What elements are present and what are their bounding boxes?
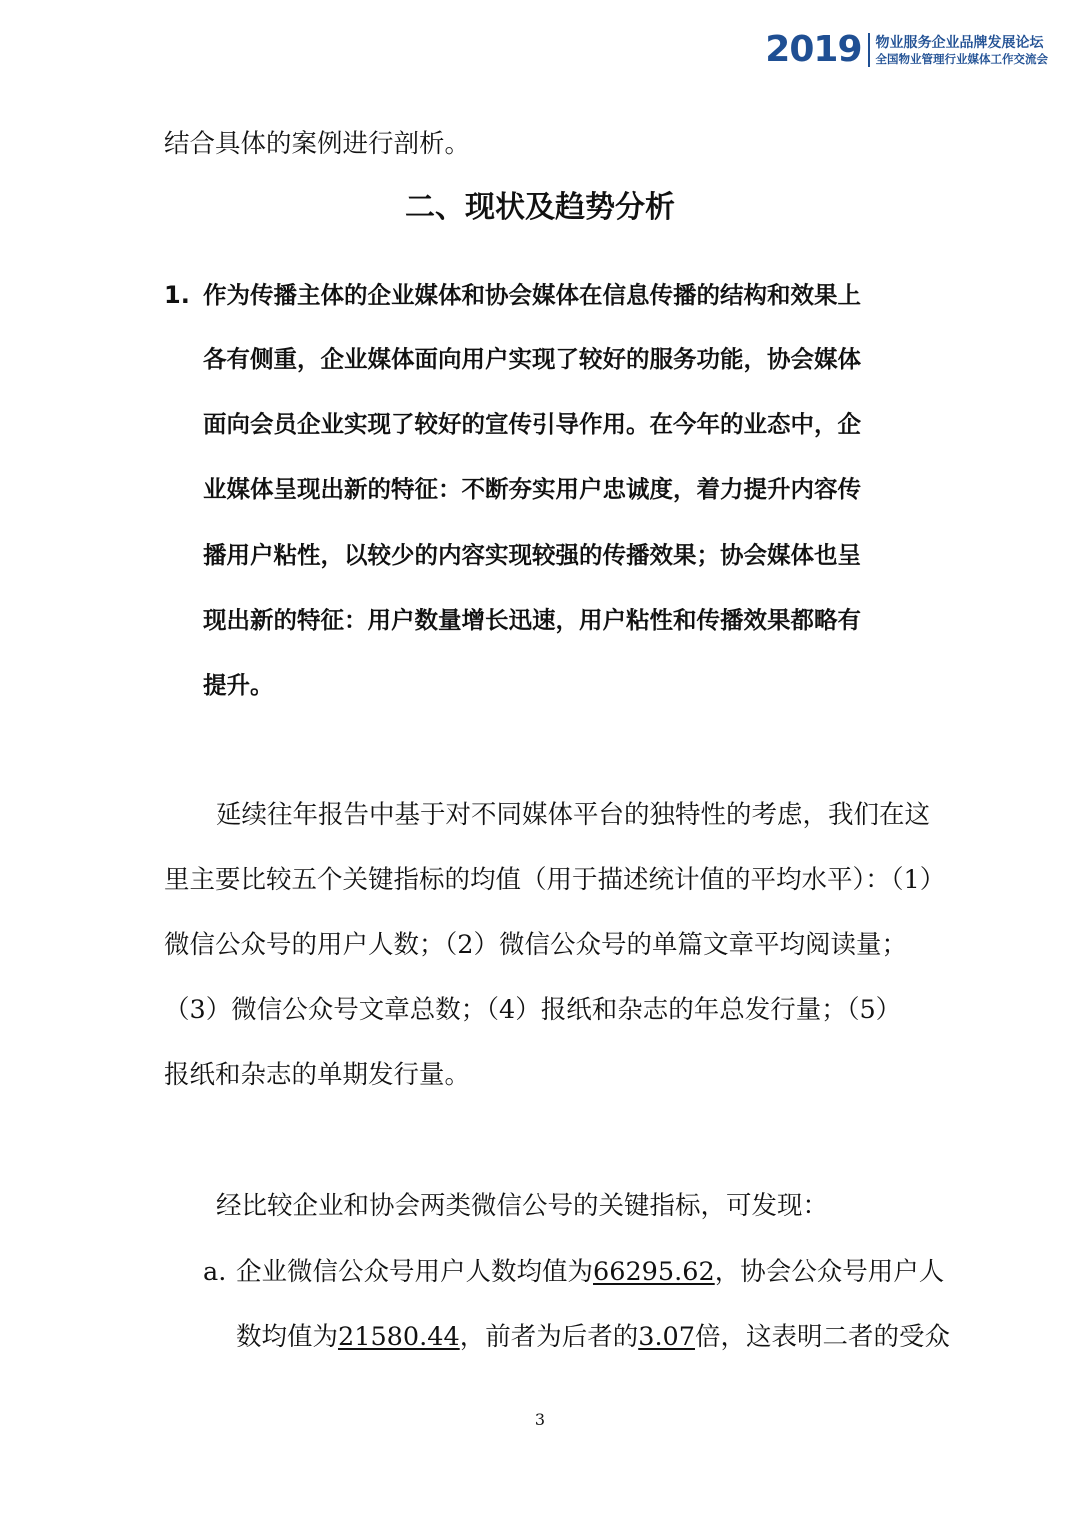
forum-header-logo (765, 28, 1048, 72)
item-1-line: 各有侧重，企业媒体面向用户实现了较好的服务功能，协会媒体 (203, 345, 861, 373)
item-1-label: 1. (164, 281, 190, 309)
item-a-line-1 (236, 1256, 944, 1288)
header-divider (868, 33, 870, 67)
page-number: 3 (534, 1410, 546, 1429)
paragraph-2: 经比较企业和协会两类微信公号的关键指标，可发现： (216, 1191, 829, 1221)
item-1-line: 作为传播主体的企业媒体和协会媒体在信息传播的结构和效果上 (203, 281, 861, 309)
item-1-line: 面向会员企业实现了较好的宣传引导作用。在今年的业态中，企 (203, 410, 861, 438)
item-1-line: 现出新的特征：用户数量增长迅速，用户粘性和传播效果都略有 (203, 606, 861, 634)
header-forum-title: 物业服务企业品牌发展论坛 (875, 34, 1044, 51)
enterprise-user-mean-value: 66295.62 (593, 1257, 715, 1287)
item-1-line: 播用户粘性，以较少的内容实现较强的传播效果；协会媒体也呈 (203, 541, 861, 569)
paragraph-1-line: 里主要比较五个关键指标的均值（用于描述统计值的平均水平）：（1） (164, 865, 946, 895)
header-titles (876, 34, 1049, 67)
header-year: 2019 (765, 29, 862, 70)
item-a-text: 数均值为 (236, 1322, 339, 1352)
item-1-line: 提升。 (203, 671, 274, 699)
paragraph-1-line: （3）微信公众号文章总数；（4）报纸和杂志的年总发行量；（5） (164, 995, 902, 1025)
paragraph-1-line: 微信公众号的用户人数；（2）微信公众号的单篇文章平均阅读量； (164, 930, 907, 960)
section-title: 二、现状及趋势分析 (405, 190, 675, 225)
item-a-label: a. (203, 1257, 227, 1287)
intro-line: 结合具体的案例进行剖析。 (164, 129, 471, 159)
association-user-mean-value: 21580.44 (338, 1322, 460, 1352)
item-a-text: 企业微信公众号用户人数均值为 (236, 1257, 594, 1287)
ratio-value: 3.07 (638, 1322, 695, 1352)
item-a-line-2 (236, 1321, 950, 1353)
item-a-text: ，协会公众号用户人 (714, 1257, 945, 1287)
header-conference-title: 全国物业管理行业媒体工作交流会 (875, 51, 1048, 66)
paragraph-1-line: 延续往年报告中基于对不同媒体平台的独特性的考虑，我们在这 (216, 800, 931, 830)
item-a-text: 倍，这表明二者的受众 (695, 1322, 951, 1352)
item-1-line: 业媒体呈现出新的特征：不断夯实用户忠诚度，着力提升内容传 (203, 475, 861, 503)
paragraph-1-line: 报纸和杂志的单期发行量。 (164, 1060, 471, 1090)
item-a-text: ，前者为后者的 (459, 1322, 639, 1352)
